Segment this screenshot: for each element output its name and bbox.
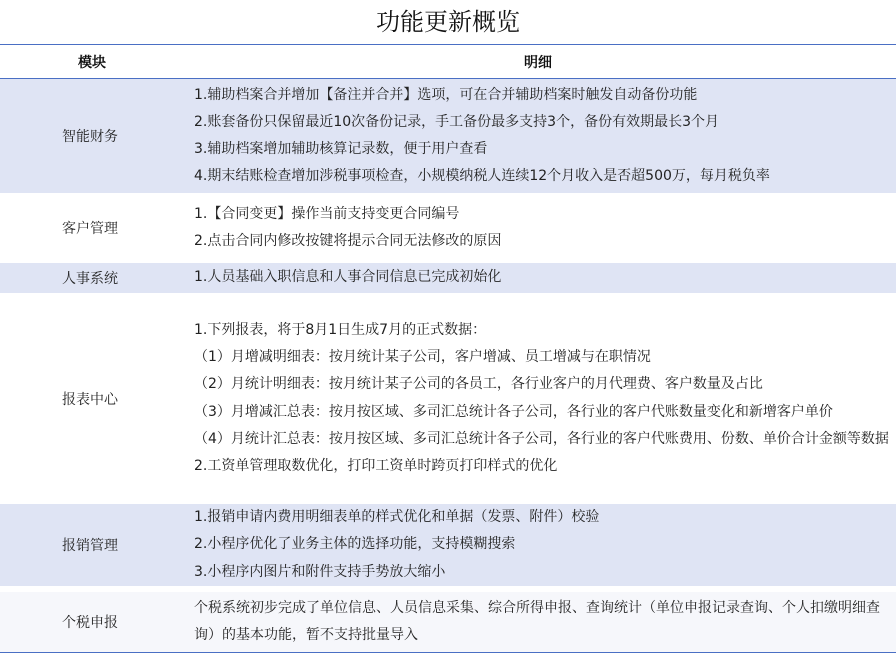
page-title: 功能更新概览 — [376, 8, 520, 36]
table-row — [0, 592, 896, 653]
detail-cell — [184, 199, 896, 257]
feature-update-table — [0, 44, 896, 653]
detail-line: 2.小程序优化了业务主体的选择功能，支持模糊搜索 — [194, 536, 516, 553]
module-cell: 报表中心 — [0, 299, 184, 498]
module-cell: 智能财务 — [0, 79, 184, 194]
detail-line: 2.工资单管理取数优化，打印工资单时跨页打印样式的优化 — [194, 457, 558, 474]
detail-line: 2.账套备份只保留最近10次备份记录，手工备份最多支持3个，备份有效期最长3个月 — [194, 113, 719, 130]
detail-column-header: 明细 — [184, 45, 896, 79]
table-row — [0, 199, 896, 257]
detail-line: 4.期末结账检查增加涉税事项检查，小规模纳税人连续12个月收入是否超500万，每月税负率 — [194, 168, 770, 185]
table-header-row — [0, 45, 896, 79]
detail-cell — [184, 263, 896, 293]
detail-line: （1）月增减明细表：按月统计某子公司，客户增减、员工增减与在职情况 — [194, 349, 651, 366]
detail-line: 2.点击合同内修改按键将提示合同无法修改的原因 — [194, 233, 502, 249]
detail-line: 1.报销申请内费用明细表单的样式优化和单据（发票、附件）校验 — [194, 509, 600, 526]
detail-line: 1.【合同变更】操作当前支持变更合同编号 — [194, 205, 460, 222]
detail-line: 1.下列报表，将于8月1日生成7月的正式数据： — [194, 321, 487, 338]
table-row — [0, 263, 896, 293]
module-cell: 报销管理 — [0, 504, 184, 586]
detail-line: 3.小程序内图片和附件支持手势放大缩小 — [194, 563, 446, 580]
detail-line: 1.辅助档案合并增加【备注并合并】选项，可在合并辅助档案时触发自动备份功能 — [194, 86, 698, 103]
module-column-header: 模块 — [0, 45, 184, 79]
table-row — [0, 299, 896, 498]
detail-cell — [184, 79, 896, 194]
table-row — [0, 79, 896, 194]
detail-line: （2）月统计明细表：按月统计某子公司的各员工，各行业客户的月代理费、客户数量及占比 — [194, 376, 763, 393]
detail-line: 个税系统初步完成了单位信息、人员信息采集、综合所得申报、查询统计（单位申报记录查询、个人扣缴明细查询）的基本功能，暂不支持批量导入 — [194, 599, 880, 643]
detail-line: （3）月增减汇总表：按月按区域、多司汇总统计各子公司，各行业的客户代账数量变化和新增客户单价 — [194, 403, 833, 420]
table-row — [0, 504, 896, 586]
module-cell: 客户管理 — [0, 199, 184, 257]
module-cell: 个税申报 — [0, 592, 184, 653]
detail-cell — [184, 592, 896, 653]
detail-cell — [184, 299, 896, 498]
detail-cell — [184, 504, 896, 586]
module-cell: 人事系统 — [0, 263, 184, 293]
detail-line: 3.辅助档案增加辅助核算记录数，便于用户查看 — [194, 141, 488, 157]
detail-line: 1.人员基础入职信息和人事合同信息已完成初始化 — [194, 269, 502, 286]
detail-line: （4）月统计汇总表：按月按区域、多司汇总统计各子公司，各行业的客户代账费用、份数、单价合计金额等数据 — [194, 430, 889, 447]
